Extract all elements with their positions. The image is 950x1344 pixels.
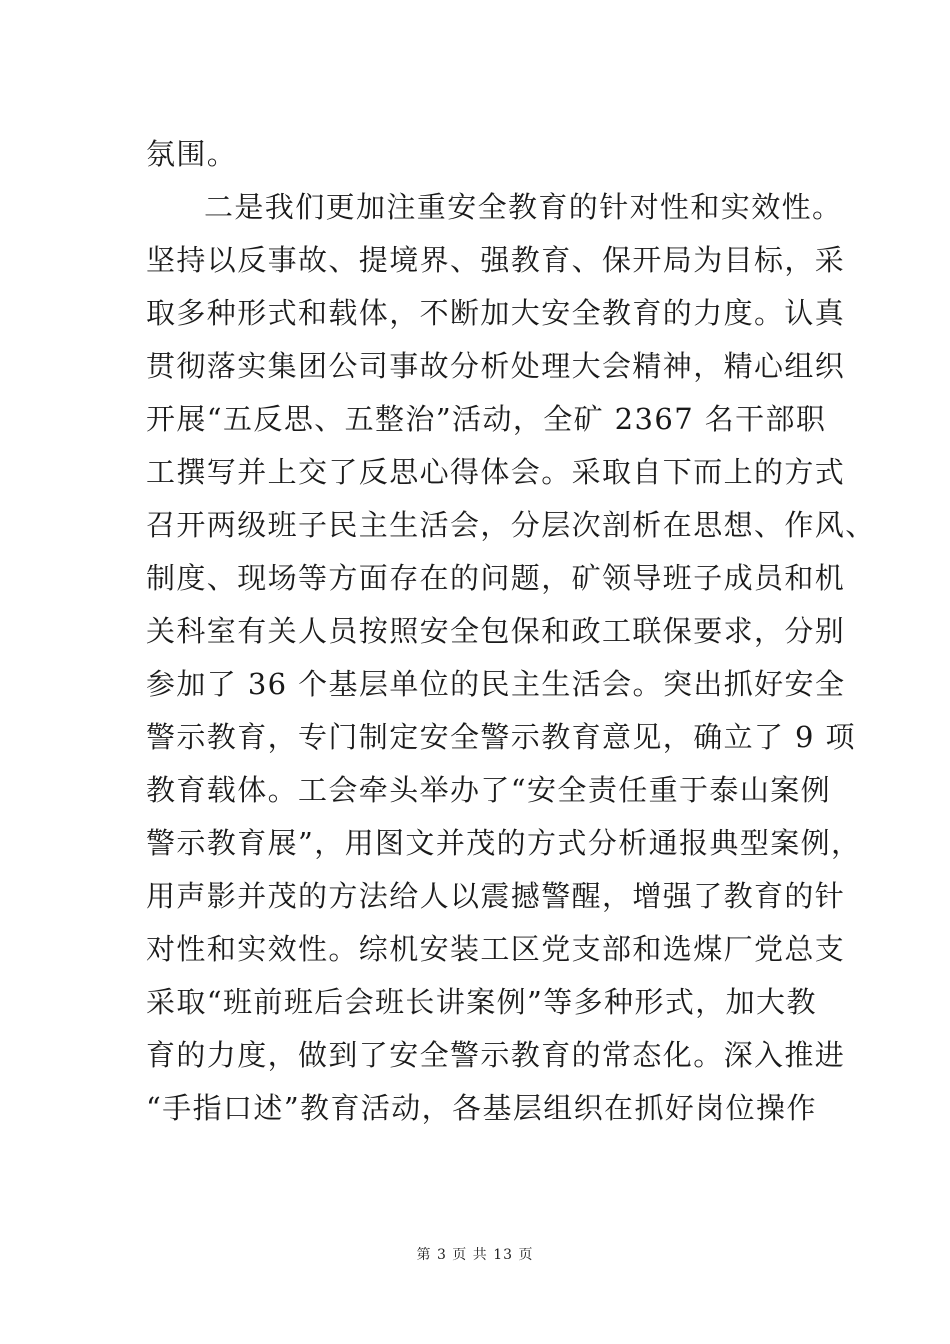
text-line: 警示教育展”，用图文并茂的方式分析通报典型案例， bbox=[146, 826, 862, 860]
text-line: 坚持以反事故、提境界、强教育、保开局为目标，采 bbox=[146, 243, 846, 277]
text-line: 贯彻落实集团公司事故分析处理大会精神，精心组织 bbox=[146, 349, 846, 383]
text-line: 氛围。 bbox=[146, 137, 238, 171]
text-line: 对性和实效性。综机安装工区党支部和选煤厂党总支 bbox=[146, 932, 846, 966]
body-text bbox=[146, 128, 876, 1135]
text-line: 开展“五反思、五整治”活动，全矿 2367 名干部职 bbox=[146, 402, 827, 436]
text-line: “手指口述”教育活动，各基层组织在抓好岗位操作 bbox=[146, 1091, 817, 1125]
text-line: 关科室有关人员按照安全包保和政工联保要求，分别 bbox=[146, 614, 846, 648]
text-line: 工撰写并上交了反思心得体会。采取自下而上的方式 bbox=[146, 455, 846, 489]
text-line: 召开两级班子民主生活会，分层次剖析在思想、作风、 bbox=[146, 508, 876, 542]
text-line: 制度、现场等方面存在的问题，矿领导班子成员和机 bbox=[146, 561, 846, 595]
text-line: 警示教育，专门制定安全警示教育意见，确立了 9 项 bbox=[146, 720, 856, 754]
text-line: 采取“班前班后会班长讲案例”等多种形式，加大教 bbox=[146, 985, 817, 1019]
text-line: 参加了 36 个基层单位的民主生活会。突出抓好安全 bbox=[146, 667, 846, 701]
text-line: 教育载体。工会牵头举办了“安全责任重于泰山案例 bbox=[146, 773, 832, 807]
text-line: 育的力度，做到了安全警示教育的常态化。深入推进 bbox=[146, 1038, 846, 1072]
paragraph-start-line: 二是我们更加注重安全教育的针对性和实效性。 bbox=[204, 190, 843, 224]
text-line: 取多种形式和载体，不断加大安全教育的力度。认真 bbox=[146, 296, 846, 330]
text-line: 用声影并茂的方法给人以震撼警醒，增强了教育的针 bbox=[146, 879, 846, 913]
page-number-footer: 第 3 页 共 13 页 bbox=[416, 1247, 534, 1263]
